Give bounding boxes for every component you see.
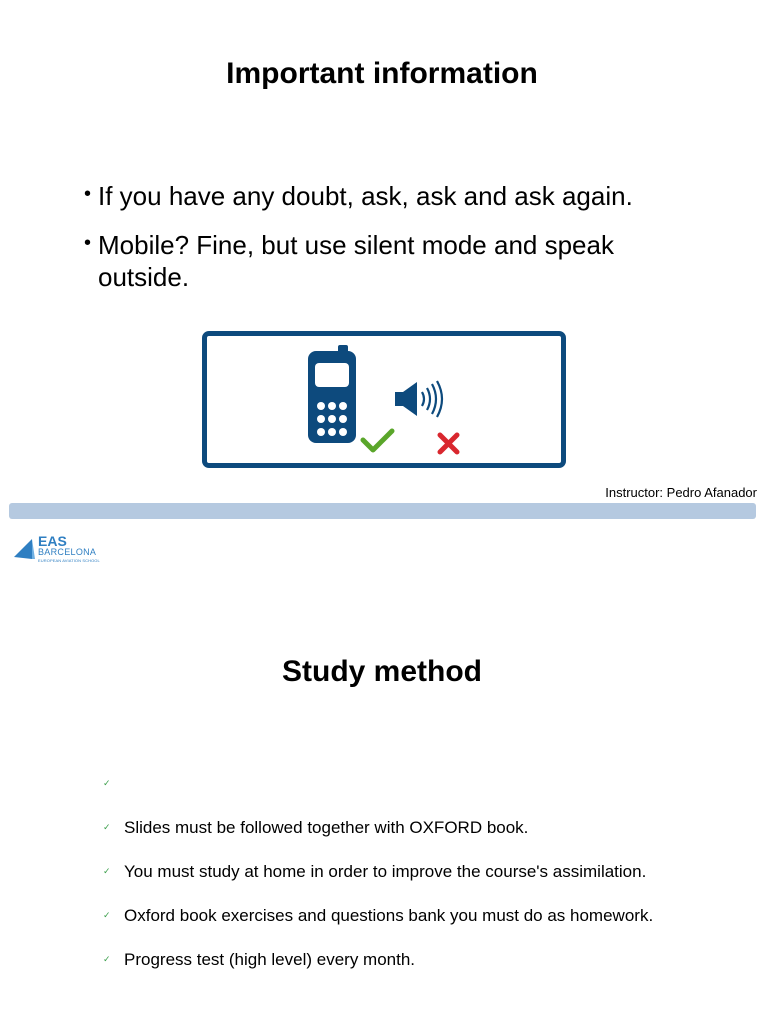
check-bullet-icon: ✓ [103, 910, 111, 920]
check-bullet-icon: ✓ [103, 954, 111, 964]
list-item [100, 818, 740, 862]
bullet-text: Progress test (high level) every month. [124, 950, 416, 969]
list-item [100, 862, 740, 906]
bullet-list [84, 180, 684, 310]
list-item [84, 229, 684, 293]
bullet-list [100, 774, 740, 994]
logo-name: EAS [38, 533, 67, 549]
bullet-dot: • [84, 183, 92, 205]
check-bullet-icon: ✓ [103, 822, 111, 832]
check-bullet-icon: ✓ [103, 866, 111, 876]
logo-city: BARCELONA [38, 547, 97, 557]
bullet-text: If you have any doubt, ask, ask and ask again. [98, 181, 633, 211]
logo-subtitle: EUROPEAN AVIATION SCHOOL [38, 558, 100, 563]
mobile-silent-illustration [202, 331, 566, 468]
slide-title: Important information [226, 57, 538, 90]
slide-study-method [0, 512, 768, 1024]
speaker-icon [395, 381, 442, 417]
bullet-dot: • [84, 232, 92, 254]
checkmark-icon [363, 431, 392, 450]
cross-icon [440, 435, 457, 452]
bullet-text: Mobile? Fine, but use silent mode and speak outside. [98, 230, 614, 292]
list-item [100, 906, 740, 950]
list-item [84, 180, 684, 212]
bullet-text: Slides must be followed together with OXFORD book. [124, 818, 529, 837]
list-item [100, 950, 740, 994]
list-item [100, 774, 740, 818]
slide-title: Study method [282, 655, 482, 688]
mobile-phone-icon [308, 345, 356, 443]
bullet-text: You must study at home in order to improve the course's assimilation. [124, 862, 647, 881]
bullet-text: Oxford book exercises and questions bank you must do as homework. [124, 906, 654, 925]
instructor-name: Instructor: Pedro Afanador [605, 485, 757, 500]
check-bullet-icon: ✓ [103, 778, 111, 788]
